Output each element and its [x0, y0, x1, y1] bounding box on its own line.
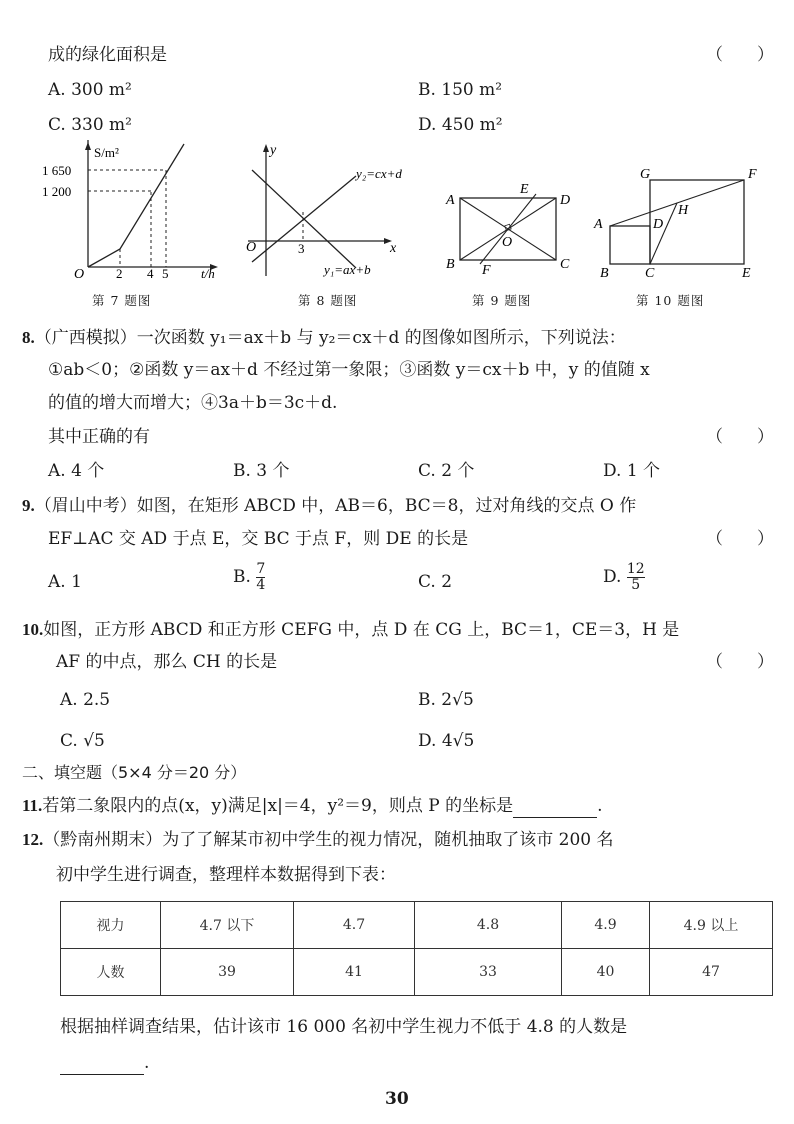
fig10-point-a: A: [594, 217, 603, 232]
table-cell: 视力: [61, 902, 161, 949]
fig8-tick-3: 3: [298, 241, 305, 256]
q9-option-b-label: B.: [233, 567, 251, 587]
q10-option-c: C. √5: [60, 731, 105, 751]
fig10-point-b: B: [600, 266, 609, 280]
figure-8-caption: 第 8 题图: [298, 293, 358, 308]
q10-option-a: A. 2.5: [60, 690, 111, 710]
q8-block: [22, 327, 626, 349]
fig8-origin: O: [246, 240, 257, 255]
table-cell: 33: [415, 949, 562, 996]
q11-end: .: [597, 796, 603, 816]
table-cell: 4.9: [562, 902, 650, 949]
q12-answer-blank[interactable]: [60, 1052, 144, 1075]
q10-option-d: D. 4√5: [418, 731, 475, 751]
q12-answer-line: [60, 1052, 149, 1075]
q9-option-b-denominator: 4: [256, 577, 266, 593]
q11-number: 11.: [22, 796, 43, 815]
fig7-y-tick-1200: 1 200: [42, 184, 72, 199]
fig10-point-c: C: [645, 266, 655, 280]
figure-10-caption: 第 10 题图: [636, 293, 705, 308]
q7-option-a: A. 300 m²: [48, 80, 132, 100]
figure-7-graph: [36, 140, 226, 280]
q12-block: [22, 829, 614, 851]
q9-option-b-numerator: 7: [256, 561, 266, 577]
table-cell: 47: [650, 949, 773, 996]
fig10-point-e: E: [742, 266, 751, 280]
fig9-point-b: B: [446, 257, 455, 272]
fig10-point-f: F: [748, 167, 757, 182]
fig9-point-o: O: [502, 235, 513, 250]
fig8-x-label: x: [390, 241, 397, 256]
fig9-point-d: D: [560, 193, 571, 208]
fig8-line1-label: y₁=ax+b: [324, 262, 371, 277]
q8-line-3: 的值的增大而增大；④3a＋b＝3c＋d.: [48, 393, 338, 413]
fig9-point-c: C: [560, 257, 570, 272]
q8-option-c: C. 2 个: [418, 461, 475, 481]
fig7-x-tick-2: 2: [116, 266, 123, 280]
table-cell: 41: [294, 949, 415, 996]
q8-option-a: A. 4 个: [48, 461, 105, 481]
table-cell: 40: [562, 949, 650, 996]
section-2-title: 二、填空题（5×4 分＝20 分）: [22, 763, 247, 782]
fig7-origin: O: [74, 267, 85, 280]
q12-number: 12.: [22, 830, 44, 849]
q7-option-b: B. 150 m²: [418, 80, 503, 100]
q10-answer-paren: （ ）: [706, 652, 774, 672]
fig7-y-tick-1650: 1 650: [42, 163, 72, 178]
fig10-point-h: H: [678, 203, 689, 218]
fig8-y-label: y: [270, 143, 277, 158]
q8-line-4: 其中正确的有: [48, 427, 150, 447]
q10-number: 10.: [22, 620, 44, 639]
q9-option-b: [233, 562, 265, 593]
q8-answer-paren: （ ）: [706, 427, 774, 447]
table-cell: 4.8: [415, 902, 562, 949]
q7-answer-paren: （ ）: [706, 45, 774, 65]
q11-block: [22, 795, 603, 818]
q7-option-d: D. 450 m²: [418, 115, 503, 135]
fig8-line2-label: y₂=cx+d: [356, 166, 402, 181]
q9-option-c: C. 2: [418, 572, 453, 592]
table-cell: 39: [161, 949, 294, 996]
q10-block: [22, 619, 679, 641]
q11-answer-blank[interactable]: [513, 795, 597, 818]
q9-option-a: A. 1: [48, 572, 82, 592]
q9-option-d-numerator: 12: [626, 561, 645, 577]
q8-line-2: ①ab＜0；②函数 y＝ax＋d 不经过第一象限；③函数 y＝cx＋b 中，y 的值随 x: [48, 360, 650, 380]
figure-7-caption: 第 7 题图: [92, 293, 152, 308]
fig7-x-tick-4: 4: [147, 266, 154, 280]
q8-option-b: B. 3 个: [233, 461, 290, 481]
page-number: 30: [385, 1089, 409, 1109]
q8-option-d: D. 1 个: [603, 461, 661, 481]
q7-option-c: C. 330 m²: [48, 115, 132, 135]
figure-9-caption: 第 9 题图: [472, 293, 532, 308]
fig10-point-d: D: [653, 217, 664, 232]
q12-line-2: 初中学生进行调查，整理样本数据得到下表：: [56, 865, 396, 885]
q9-option-d-denominator: 5: [627, 577, 645, 593]
q9-option-b-fraction: [256, 562, 265, 593]
fig7-y-axis-label: S/m²: [94, 145, 119, 160]
q10-option-b: B. 2√5: [418, 690, 474, 710]
q12-line-1: （黔南州期末）为了了解某市初中学生的视力情况，随机抽取了该市 200 名: [43, 830, 614, 850]
fig9-point-f: F: [482, 263, 491, 276]
fig9-point-e: E: [520, 182, 529, 197]
q9-option-d-label: D.: [603, 567, 622, 587]
fig7-x-tick-5: 5: [162, 266, 169, 280]
figure-9-graph: [440, 176, 580, 276]
q10-line-2: AF 的中点，那么 CH 的长是: [56, 652, 278, 672]
fig9-point-a: A: [446, 193, 455, 208]
fig7-x-axis-label: t/h: [201, 266, 215, 280]
q9-number: 9.: [22, 496, 35, 515]
vision-table: [60, 901, 773, 996]
table-row: [61, 949, 773, 996]
table-cell: 人数: [61, 949, 161, 996]
figure-8-graph: [238, 140, 428, 280]
q9-line-2: EF⊥AC 交 AD 于点 E，交 BC 于点 F，则 DE 的长是: [48, 529, 469, 549]
q12-end: .: [144, 1053, 150, 1073]
table-cell: 4.7 以下: [161, 902, 294, 949]
q9-option-d: [603, 562, 645, 593]
table-cell: 4.7: [294, 902, 415, 949]
figure-10-graph: [590, 160, 770, 280]
q9-block: [22, 495, 636, 517]
q7-stem-tail: 成的绿化面积是: [48, 45, 167, 65]
table-cell: 4.9 以上: [650, 902, 773, 949]
fig10-point-g: G: [640, 167, 651, 182]
table-header-row: [61, 902, 773, 949]
q10-line-1: 如图，正方形 ABCD 和正方形 CEFG 中，点 D 在 CG 上，BC＝1，CE＝3，H 是: [43, 620, 680, 640]
q9-option-d-fraction: [627, 562, 645, 593]
q11-text: 若第二象限内的点(x，y)满足|x|＝4，y²＝9，则点 P 的坐标是: [42, 796, 514, 816]
q12-line-3: 根据抽样调查结果，估计该市 16 000 名初中学生视力不低于 4.8 的人数是: [60, 1017, 628, 1037]
q9-answer-paren: （ ）: [706, 529, 774, 549]
q8-number: 8.: [22, 328, 35, 347]
q8-line-1: （广西模拟）一次函数 y₁＝ax＋b 与 y₂＝cx＋d 的图像如图所示，下列说法：: [34, 328, 626, 348]
q9-line-1: （眉山中考）如图，在矩形 ABCD 中，AB＝6，BC＝8，过对角线的交点 O 作: [34, 496, 637, 516]
